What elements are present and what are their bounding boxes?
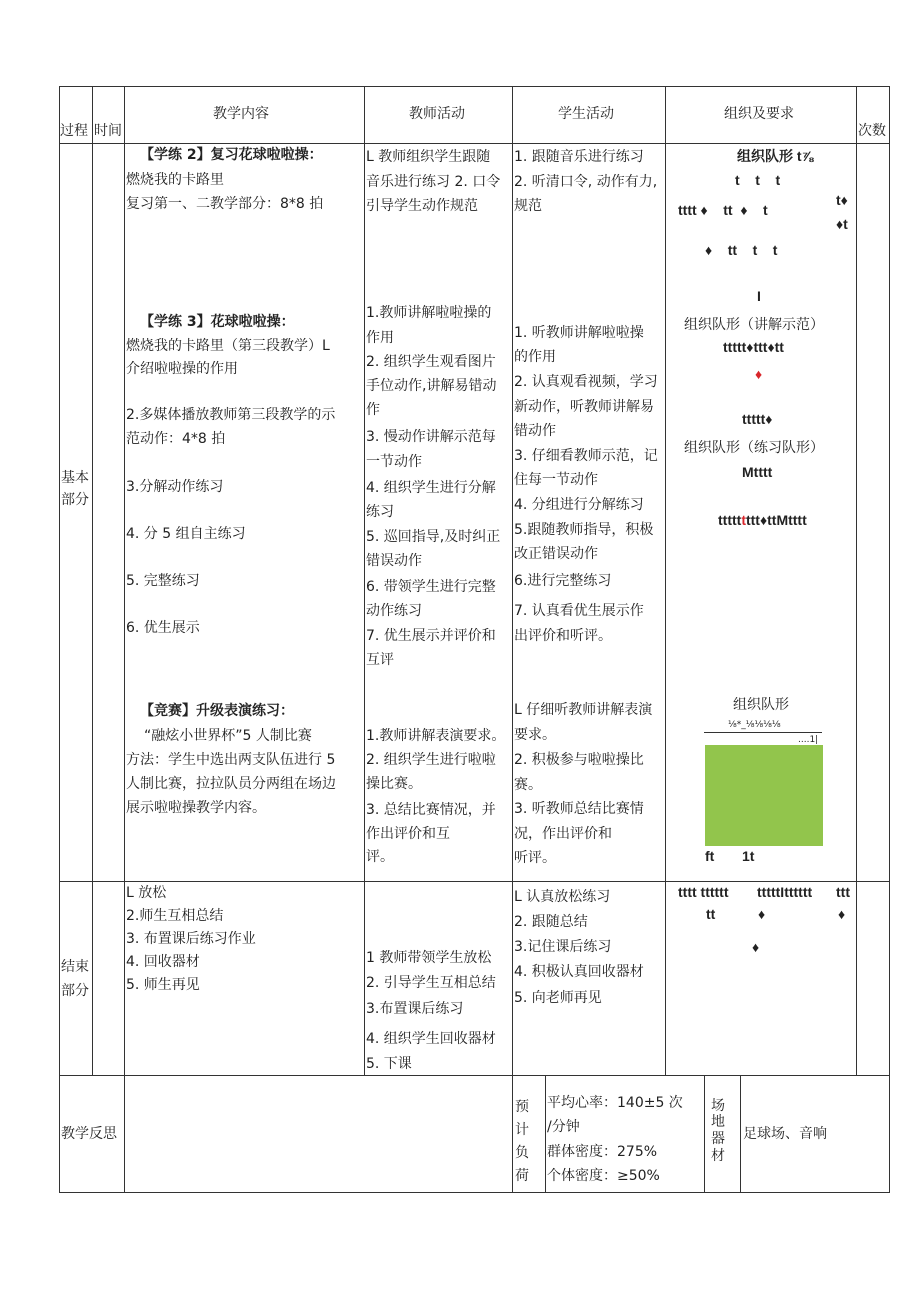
end-section-bottom-rule <box>59 1075 889 1076</box>
part3-teacher-line: 2. 组织学生进行啦啦 <box>366 752 496 768</box>
part3-student-line: 赛。 <box>514 777 542 793</box>
part2-content-line: 燃烧我的卡路里（第三段教学）L <box>126 338 330 354</box>
part1-student-line: 规范 <box>514 198 542 214</box>
part3-teacher-line: 1.教师讲解表演要求。 <box>366 728 506 744</box>
part3-student-line: L 仔细听教师讲解表演 <box>514 702 653 718</box>
part2-teacher-line: 作 <box>366 402 380 418</box>
part2-student-line: 错动作 <box>514 423 556 439</box>
part1-teacher-line: 引导学生动作规范 <box>366 198 478 214</box>
student-organization-divider <box>665 86 666 1076</box>
part1-content-title: 【学练 2】复习花球啦啦操： <box>140 147 323 163</box>
part2-teacher-line: 一节动作 <box>366 454 422 470</box>
part2-formation-red-marker: ♦ <box>755 366 763 382</box>
part2-teacher-line: 手位动作,讲解易错动 <box>366 378 497 394</box>
part1-formation-side: ♦t <box>836 216 848 232</box>
table-border-top <box>59 86 889 87</box>
end-formation-marker: ♦ <box>758 906 766 922</box>
part2-student-line: 住每一节动作 <box>514 472 598 488</box>
part2-student-line: 2. 认真观看视频，学习 <box>514 374 658 390</box>
part2-student-line: 7. 认真看优生展示作 <box>514 603 644 619</box>
part2-content-line: 范动作：4*8 拍 <box>126 431 226 447</box>
reflection-label: 教学反思 <box>61 1126 117 1142</box>
end-student-line: L 认真放松练习 <box>514 889 611 905</box>
part2-teacher-line: 互评 <box>366 652 394 668</box>
part1-content-line: 复习第一、二教学部分：8*8 拍 <box>126 196 324 212</box>
venue-label-char: 器 <box>711 1131 725 1147</box>
part1-content-line: 燃烧我的卡路里 <box>126 172 224 188</box>
header-count: 次数 <box>858 123 886 139</box>
load-value-line: /分钟 <box>547 1119 580 1135</box>
end-section-label-2: 部分 <box>61 983 89 999</box>
part3-student-line: 听评。 <box>514 850 556 866</box>
part2-student-line: 1. 听教师讲解啦啦操 <box>514 325 644 341</box>
header-time: 时间 <box>94 123 122 139</box>
part2-teacher-line: 作用 <box>366 330 394 346</box>
table-border-right <box>889 86 890 1193</box>
end-content-line: L 放松 <box>126 885 167 901</box>
load-value-line: 平均心率：140±5 次 <box>547 1095 683 1111</box>
part3-content-line: 展示啦啦操教学内容。 <box>126 800 266 816</box>
football-field <box>705 745 823 846</box>
part3-formation-bottom-left: ft <box>705 848 715 864</box>
venue-label-char: 地 <box>711 1114 725 1130</box>
part2-teacher-line: 5. 巡回指导,及时纠正 <box>366 529 501 545</box>
part2-teacher-line: 练习 <box>366 504 394 520</box>
part3-content-line: 人制比赛，拉拉队员分两组在场边 <box>126 776 336 792</box>
part1-teacher-line: 音乐进行练习 2. 口令 <box>366 174 501 190</box>
part2-student-line: 5.跟随教师指导，积极 <box>514 522 654 538</box>
time-content-divider <box>124 86 125 1193</box>
part3-formation-label: 组织队形 <box>733 697 789 713</box>
part2-content-line: 介绍啦啦操的作用 <box>126 361 238 377</box>
header-process: 过程 <box>60 123 88 139</box>
end-formation-row: tttt tttttt <box>678 884 729 900</box>
part2-formation-row: ttttt♦ <box>742 411 773 427</box>
part2-formation-label: 组织队形（讲解示范） <box>684 317 824 333</box>
venue-label-char: 材 <box>711 1148 725 1164</box>
end-teacher-line: 5. 下课 <box>366 1056 412 1072</box>
part2-formation-label: 组织队形（练习队形） <box>684 440 824 456</box>
part2-teacher-line: 6. 带领学生进行完整 <box>366 579 496 595</box>
part2-teacher-line: 1.教师讲解啦啦操的 <box>366 305 492 321</box>
part2-content-line: 2.多媒体播放教师第三段教学的示 <box>126 407 336 423</box>
part3-teacher-line: 评。 <box>366 849 394 865</box>
header-content: 教学内容 <box>213 106 269 122</box>
load-label-char: 负 <box>515 1145 529 1161</box>
end-teacher-line: 1 教师带领学生放松 <box>366 950 492 966</box>
teacher-student-divider <box>512 86 513 1193</box>
end-teacher-line: 3.布置课后练习 <box>366 1001 464 1017</box>
part3-student-line: 2. 积极参与啦啦操比 <box>514 752 644 768</box>
field-top-line <box>704 732 822 733</box>
end-student-line: 3.记住课后练习 <box>514 939 612 955</box>
part3-teacher-line: 3. 总结比赛情况，并 <box>366 802 496 818</box>
part2-teacher-line: 4. 组织学生进行分解 <box>366 480 496 496</box>
part2-content-line: 6. 优生展示 <box>126 620 200 636</box>
load-venue-divider <box>704 1075 705 1192</box>
part3-student-line: 3. 听教师总结比赛情 <box>514 801 644 817</box>
header-organization: 组织及要求 <box>724 106 794 122</box>
part2-formation-row <box>718 508 807 533</box>
venue-label-char: 场 <box>711 1098 725 1114</box>
load-value-line: 群体密度：275% <box>547 1144 658 1160</box>
organization-count-divider <box>856 86 857 1076</box>
end-content-line: 2.师生互相总结 <box>126 908 224 924</box>
process-time-divider <box>92 86 93 1076</box>
part2-content-line: 3.分解动作练习 <box>126 479 224 495</box>
header-student: 学生活动 <box>558 106 614 122</box>
formation-row-red-part: t <box>741 512 746 528</box>
formation-row-part: ttt♦ttMtttt <box>745 512 807 528</box>
end-content-line: 3. 布置课后练习作业 <box>126 931 256 947</box>
part1-formation-side: t♦ <box>836 192 848 208</box>
end-student-line: 2. 跟随总结 <box>514 914 588 930</box>
part2-teacher-line: 2. 组织学生观看图片 <box>366 354 496 370</box>
table-border-left <box>59 86 60 1193</box>
load-label-char: 计 <box>515 1122 529 1138</box>
part1-formation-marker: I <box>757 288 761 304</box>
part3-formation-bottom-right: 1t <box>742 848 755 864</box>
end-student-line: 5. 向老师再见 <box>514 990 602 1006</box>
part1-formation-title: 组织队形 t⅞ <box>737 148 814 164</box>
part2-content-title: 【学练 3】花球啦啦操： <box>140 314 295 330</box>
header-teacher: 教师活动 <box>409 106 465 122</box>
part3-content-title: 【竞赛】升级表演练习： <box>140 703 294 719</box>
part1-formation-row: tttt ♦ tt ♦ t <box>678 202 768 218</box>
end-teacher-line: 4. 组织学生回收器材 <box>366 1031 496 1047</box>
venue-value: 足球场、音响 <box>743 1126 827 1142</box>
part3-student-line: 况，作出评价和 <box>514 826 612 842</box>
part2-content-line: 5. 完整练习 <box>126 573 200 589</box>
content-teacher-divider <box>364 86 365 1076</box>
part1-student-line: 1. 跟随音乐进行练习 <box>514 149 644 165</box>
part1-student-line: 2. 听清口令, 动作有力, <box>514 174 658 190</box>
basic-section-label-1: 基本 <box>61 470 89 486</box>
part3-formation-top: ⅛*_⅛⅛⅛⅛ <box>728 720 781 730</box>
end-content-line: 4. 回收器材 <box>126 954 200 970</box>
part2-student-line: 的作用 <box>514 349 556 365</box>
part3-student-line: 要求。 <box>514 727 556 743</box>
end-formation-row: ttt <box>836 884 850 900</box>
part2-student-line: 新动作，听教师讲解易 <box>514 399 654 415</box>
part2-teacher-line: 错误动作 <box>366 553 422 569</box>
part2-student-line: 3. 仔细看教师示范，记 <box>514 448 658 464</box>
load-label-char: 预 <box>515 1099 529 1115</box>
end-student-line: 4. 积极认真回收器材 <box>514 964 644 980</box>
end-formation-marker: ♦ <box>838 906 846 922</box>
part2-teacher-line: 3. 慢动作讲解示范每 <box>366 429 496 445</box>
end-formation-row: tttttItttttt <box>757 884 813 900</box>
part3-teacher-line: 作出评价和互 <box>366 826 450 842</box>
part2-student-line: 改正错误动作 <box>514 546 598 562</box>
table-border-bottom <box>59 1192 889 1193</box>
formation-row-part: ttttt <box>718 512 742 528</box>
part2-content-line: 4. 分 5 组自主练习 <box>126 526 246 542</box>
end-formation-marker: ♦ <box>752 939 760 955</box>
part1-formation-row: ♦ tt t t <box>705 242 778 258</box>
part1-teacher-line: L 教师组织学生跟随 <box>366 149 491 165</box>
part2-student-line: 6.进行完整练习 <box>514 573 612 589</box>
load-label-char: 荷 <box>515 1168 529 1184</box>
end-section-label-1: 结束 <box>61 959 89 975</box>
part3-teacher-line: 操比赛。 <box>366 776 422 792</box>
part3-content-line: “融炫小世界杯”5 人制比赛 <box>144 728 312 744</box>
part2-formation-row: Mtttt <box>742 464 773 480</box>
part2-teacher-line: 动作练习 <box>366 603 422 619</box>
part2-student-line: 出评价和听评。 <box>514 628 612 644</box>
basic-section-label-2: 部分 <box>61 492 89 508</box>
venue-label-divider <box>740 1075 741 1192</box>
part2-formation-row: ttttt♦ttt♦tt <box>723 339 784 355</box>
load-value-line: 个体密度：≥50% <box>547 1168 660 1184</box>
end-formation-row: tt <box>706 906 716 922</box>
load-label-divider <box>545 1075 546 1192</box>
part3-content-line: 方法：学生中选出两支队伍进行 5 <box>126 752 336 768</box>
part2-student-line: 4. 分组进行分解练习 <box>514 497 644 513</box>
part2-teacher-line: 7. 优生展示并评价和 <box>366 628 496 644</box>
end-content-line: 5. 师生再见 <box>126 977 200 993</box>
part1-formation-row: t t t <box>735 172 781 188</box>
end-teacher-line: 2. 引导学生互相总结 <box>366 975 496 991</box>
part3-formation-corner: ....1| <box>798 735 819 745</box>
